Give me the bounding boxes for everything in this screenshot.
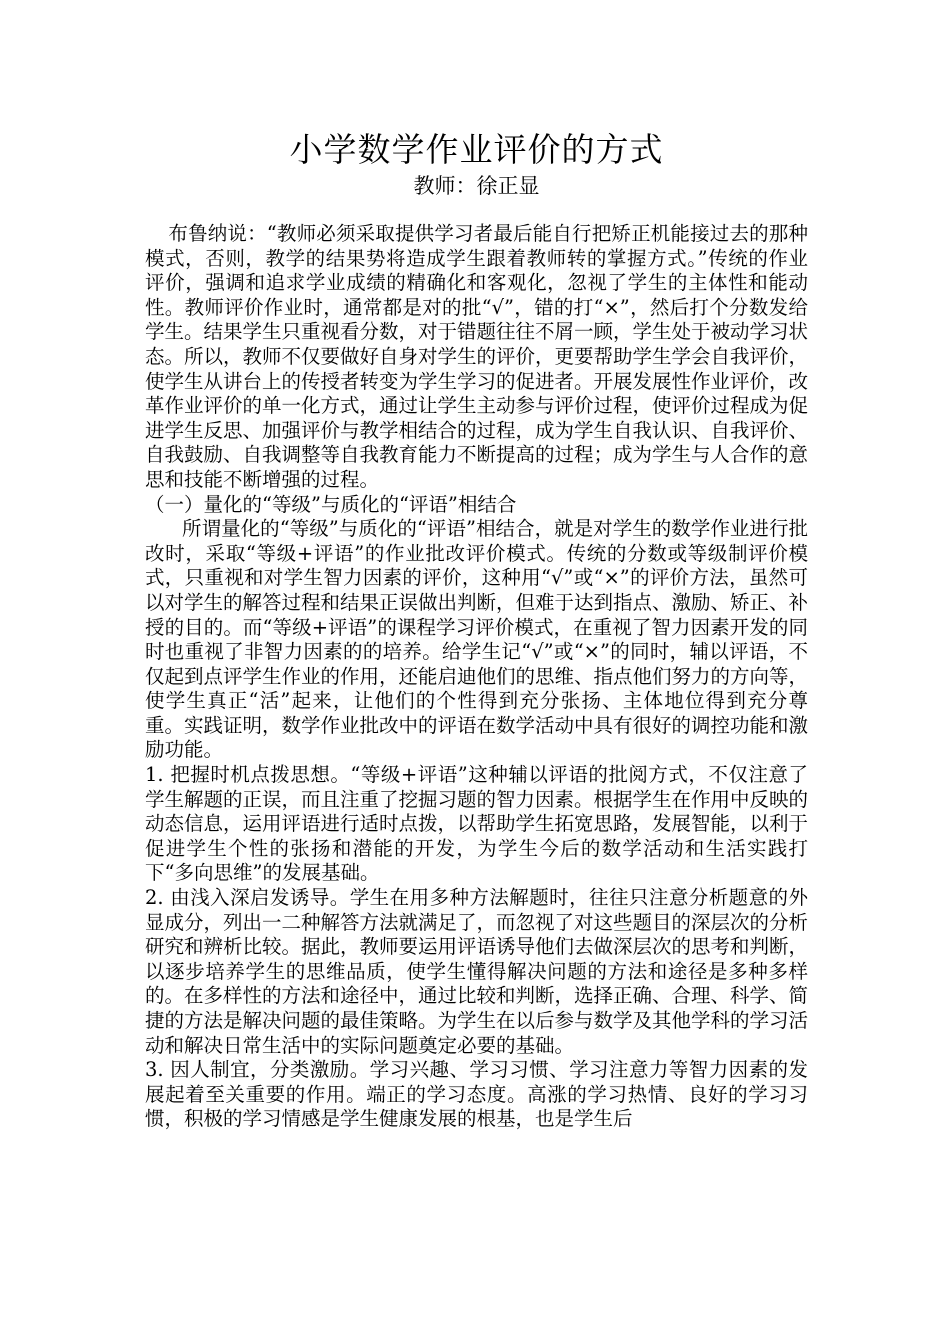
intro-paragraph: 布鲁纳说：“教师必须采取提供学习者最后能自行把矫正机能接过去的那种模式，否则，教学的结果势将造成学生跟着教师转的掌握方式。”传统的作业评价，强调和追求学业成绩的精确化和客观化，忽视了学生的主体性和能动性。教师评价作业时，通常都是对的批“√”，错的打“×”，然后打个分数发给学生。结果学生只重视看分数，对于错题往往不屑一顾，学生处于被动学习状态。所以，教师不仅要做好自身对学生的评价，更要帮助学生学会自我评价，使学生从讲台上的传授者转变为学生学习的促进者。开展发展性作业评价，改革作业评价的单一化方式，通过让学生主动参与评价过程，使评价过程成为促进学生反思、加强评价与教学相结合的过程，成为学生自我认识、自我评价、自我鼓励、自我调整等自我教育能力不断提高的过程；成为学生与人合作的意思和技能不断增强的过程。: [145, 222, 809, 491]
document-author: 教师：徐正显: [413, 174, 540, 198]
document-title: 小学数学作业评价的方式: [289, 130, 664, 169]
section-heading-1: （一）量化的“等级”与质化的“评语”相结合: [145, 492, 517, 516]
section-1-paragraph: 所谓量化的“等级”与质化的“评语”相结合，就是对学生的数学作业进行批改时，采取“等级+评语”的作业批改评价模式。传统的分数或等级制评价模式，只重视和对学生智力因素的评价，这种用“√”或“×”的评价方法，虽然可以对学生的解答过程和结果正误做出判断，但难于达到指点、激励、矫正、补授的目的。而“等级+评语”的课程学习评价模式，在重视了智力因素开发的同时也重视了非智力因素的的培养。给学生记“√”或“×”的同时，辅以评语，不仅起到点评学生作业的作用，还能启迪他们的思维、指点他们努力的方向等，使学生真正“活”起来，让他们的个性得到充分张扬、主体地位得到充分尊重。实践证明，数学作业批改中的评语在数学活动中具有很好的调控功能和激励功能。: [145, 517, 809, 762]
point-2-paragraph: 2. 由浅入深启发诱导。学生在用多种方法解题时，往往只注意分析题意的外显成分，列出一二种解答方法就满足了，而忽视了对这些题目的深层次的分析研究和辨析比较。据此，教师要运用评语诱导他们去做深层次的思考和判断，以逐步培养学生的思维品质，使学生懂得解决问题的方法和途径是多种多样的。在多样性的方法和途径中，通过比较和判断，选择正确、合理、科学、简捷的方法是解决问题的最佳策略。为学生在以后参与数学及其他学科的学习活动和解决日常生活中的实际问题奠定必要的基础。: [145, 886, 809, 1057]
point-3-paragraph: 3. 因人制宜，分类激励。学习兴趣、学习习惯、学习注意力等智力因素的发展起着至关重要的作用。端正的学习态度。高涨的学习热情、良好的学习习惯，积极的学习情感是学生健康发展的根基，也是学生后: [145, 1058, 808, 1131]
point-1-paragraph: 1. 把握时机点拨思想。“等级+评语”这种辅以评语的批阅方式，不仅注意了学生解题的正误，而且注重了挖掘习题的智力因素。根据学生在作用中反映的动态信息，运用评语进行适时点拨，以帮助学生拓宽思路，发展智能，以利于促进学生个性的张扬和潜能的开发，为学生今后的数学活动和生活实践打下“多向思维”的发展基础。: [145, 763, 809, 885]
document-page: [145, 128, 808, 1132]
